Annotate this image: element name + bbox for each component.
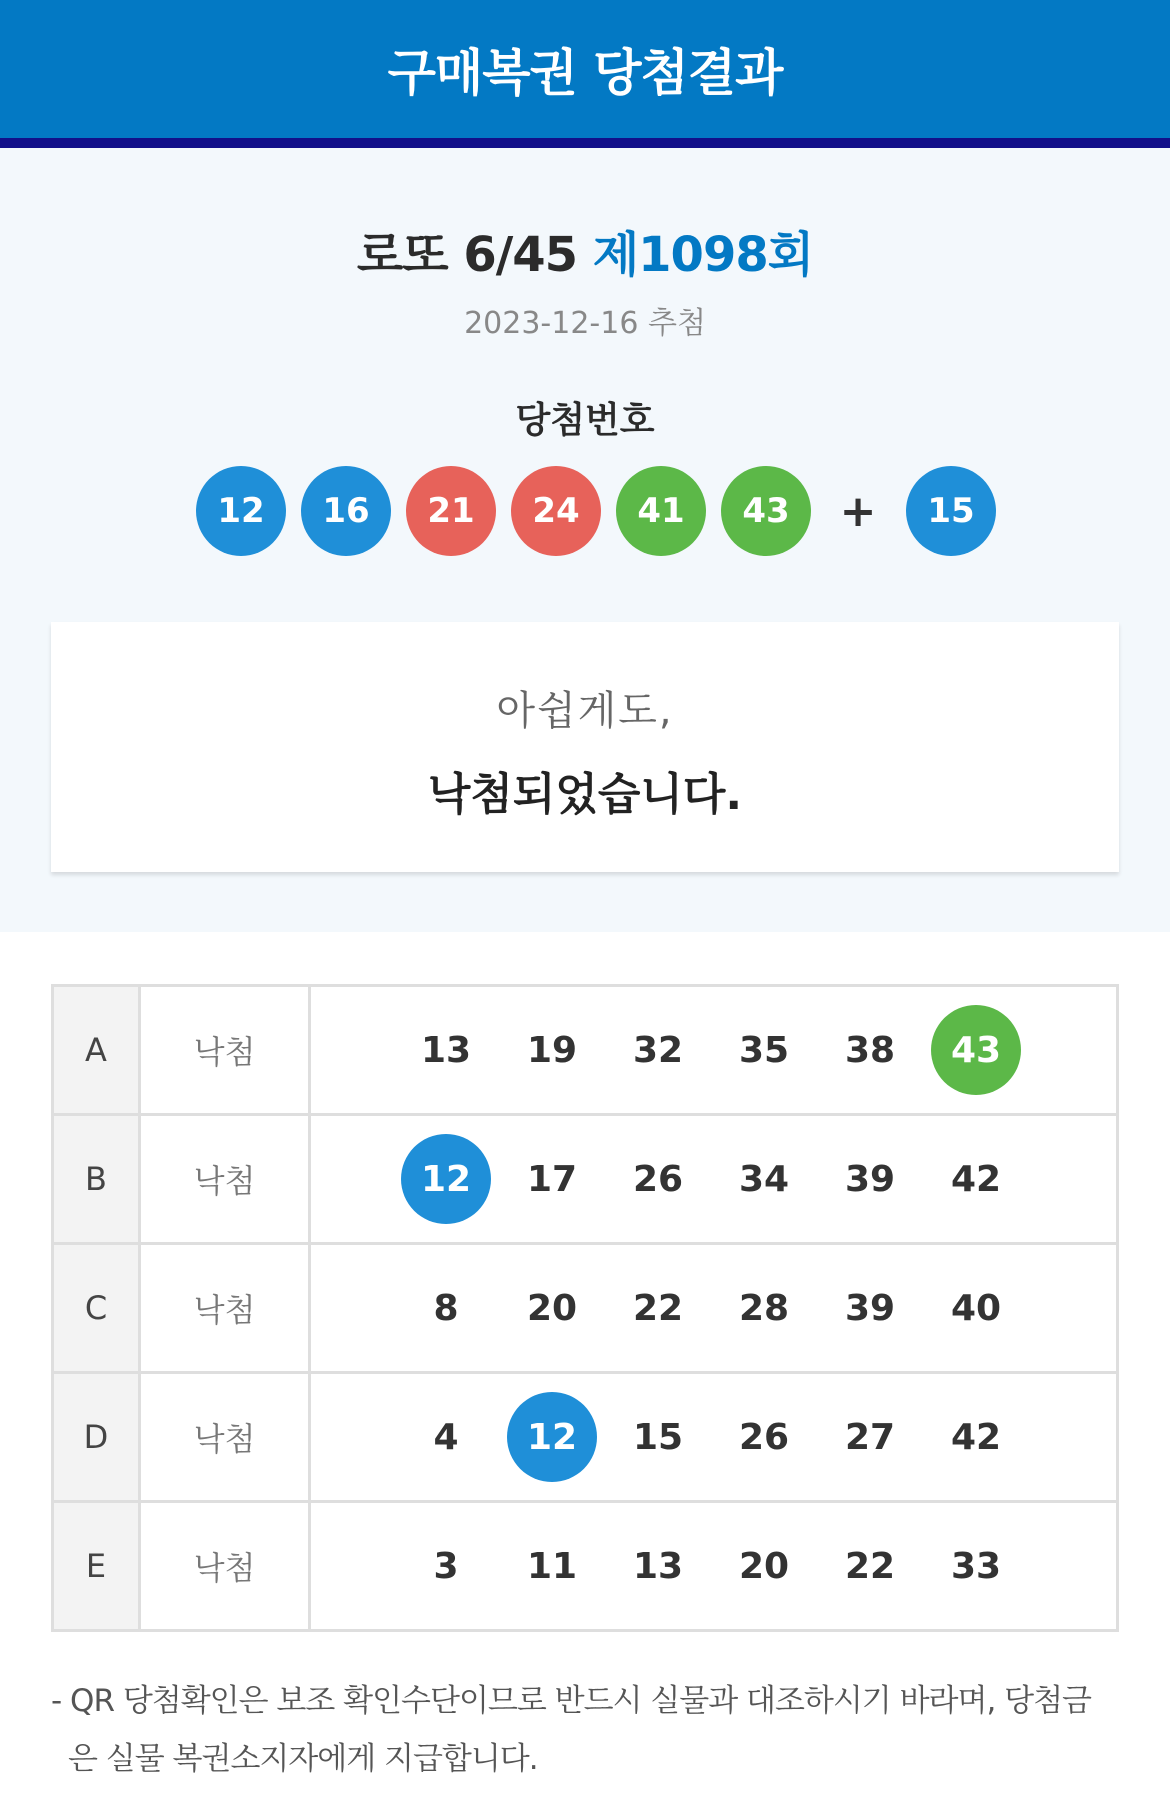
game-label: D [53, 1373, 140, 1502]
game-numbers [310, 1373, 1118, 1502]
winning-ball: 24 [511, 466, 601, 556]
game-status: 낙첨 [140, 986, 310, 1115]
game-label: E [53, 1502, 140, 1631]
ticket-number: 19 [526, 1029, 578, 1071]
draw-round: 제1098회 [592, 227, 814, 283]
matched-number: 43 [931, 1005, 1021, 1095]
ticket-number: 3 [433, 1545, 459, 1587]
ticket-number: 38 [844, 1029, 896, 1071]
plus-icon: + [839, 485, 877, 537]
ticket-table [51, 984, 1119, 1632]
game-status: 낙첨 [140, 1115, 310, 1244]
game-numbers [310, 986, 1118, 1115]
result-message: 낙첨되었습니다. [427, 768, 743, 820]
ticket-number: 40 [950, 1287, 1002, 1329]
winning-ball: 43 [721, 466, 811, 556]
ticket-number: 11 [526, 1545, 578, 1587]
ticket-number: 26 [738, 1416, 790, 1458]
game-label: A [53, 986, 140, 1115]
winning-ball: 21 [406, 466, 496, 556]
ticket-number: 13 [632, 1545, 684, 1587]
draw-date: 2023-12-16 추첨 [464, 306, 706, 341]
winning-ball: 41 [616, 466, 706, 556]
page-header [0, 0, 1170, 148]
ticket-number: 27 [844, 1416, 896, 1458]
game-name: 로또 6/45 [356, 227, 578, 283]
draw-summary [0, 148, 1170, 932]
ticket-number: 26 [632, 1158, 684, 1200]
page-title: 구매복권 당첨결과 [387, 44, 783, 102]
result-box [51, 622, 1119, 872]
winning-numbers [196, 466, 1011, 556]
ticket-number: 32 [632, 1029, 684, 1071]
ticket-number: 34 [738, 1158, 790, 1200]
winning-ball: 12 [196, 466, 286, 556]
ticket-number: 22 [844, 1545, 896, 1587]
draw-title [0, 216, 1170, 285]
ticket-number: 42 [950, 1158, 1002, 1200]
notice-text: - QR 당첨확인은 보조 확인수단이므로 반드시 실물과 대조하시기 바라며, 당첨금은 실물 복권소지자에게 지급합니다. [51, 1683, 1091, 1777]
ticket-number: 39 [844, 1158, 896, 1200]
table-row [53, 1244, 1118, 1373]
result-subtext: 아쉽게도, [496, 687, 674, 734]
ticket-number: 20 [526, 1287, 578, 1329]
winning-numbers-label: 당첨번호 [515, 400, 655, 441]
table-row [53, 986, 1118, 1115]
game-label: C [53, 1244, 140, 1373]
matched-number: 12 [401, 1134, 491, 1224]
game-status: 낙첨 [140, 1502, 310, 1631]
table-row [53, 1115, 1118, 1244]
ticket-number: 35 [738, 1029, 790, 1071]
ticket-number: 8 [433, 1287, 459, 1329]
winning-ball: 16 [301, 466, 391, 556]
ticket-number: 13 [420, 1029, 472, 1071]
table-row [53, 1373, 1118, 1502]
game-status: 낙첨 [140, 1244, 310, 1373]
game-status: 낙첨 [140, 1373, 310, 1502]
matched-number: 12 [507, 1392, 597, 1482]
ticket-number: 22 [632, 1287, 684, 1329]
table-row [53, 1502, 1118, 1631]
ticket-number: 4 [433, 1416, 459, 1458]
ticket-number: 20 [738, 1545, 790, 1587]
game-numbers [310, 1502, 1118, 1631]
ticket-number: 15 [632, 1416, 684, 1458]
ticket-number: 28 [738, 1287, 790, 1329]
ticket-number: 33 [950, 1545, 1002, 1587]
bonus-ball: 15 [906, 466, 996, 556]
game-numbers [310, 1244, 1118, 1373]
ticket-number: 17 [526, 1158, 578, 1200]
ticket-number: 42 [950, 1416, 1002, 1458]
game-label: B [53, 1115, 140, 1244]
game-numbers [310, 1115, 1118, 1244]
ticket-number: 39 [844, 1287, 896, 1329]
